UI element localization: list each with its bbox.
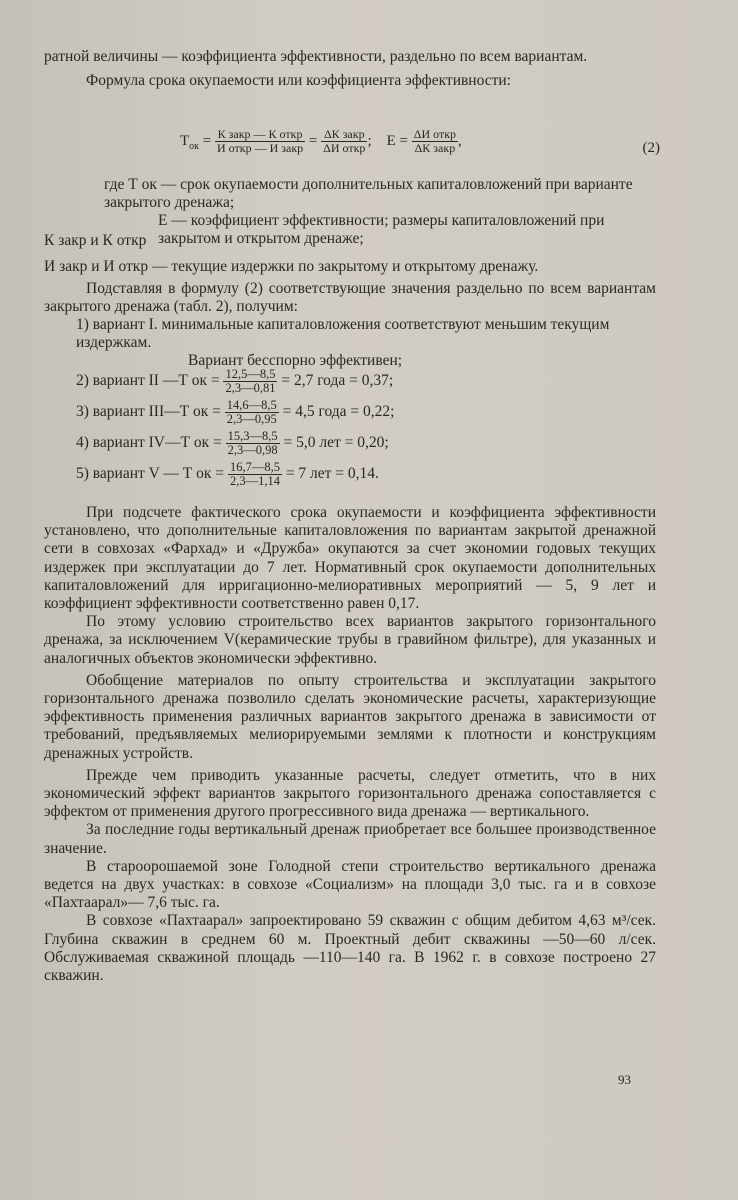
definition-i: И закр и И откр — текущие издержки по закрытому и открытому дренажу.	[44, 258, 539, 275]
substitution-paragraph: Подставляя в формулу (2) соответствующие значения раздельно по всем вариантам закрытого дренажа (табл. 2), получим:	[44, 280, 656, 315]
fraction-numerator: ΔК закр	[321, 128, 367, 142]
paragraph: Прежде чем приводить указанные расчеты, следует отметить, что в них экономический эффект вариантов закрытого горизонтального дренажа сопоставляется с эффектом от применения другого прогрессивного вида дренажа — вертикального.	[44, 766, 656, 821]
formula-t-sub: ок	[189, 140, 200, 152]
top-text-block	[44, 48, 656, 89]
substitution-block	[44, 280, 656, 315]
top-paragraph: ратной величины — коэффициента эффективности, раздельно по всем вариантам.	[44, 48, 588, 65]
paragraph: В совхозе «Пахтаарал» запроектировано 59 скважин с общим дебитом 4,63 м³/сек. Глубина скважин в среднем 60 м. Проектный дебит скважины —50—60 л/сек. Обслуживаемая скважиной площадь —110—140 га. В 1962 г. в совхозе построено 27 скважин.	[44, 912, 656, 985]
variant-5	[76, 461, 379, 488]
variant-fraction	[226, 430, 280, 457]
fraction-denominator: ΔК закр	[414, 141, 456, 155]
fraction-denominator: 2,3—1,14	[229, 474, 280, 488]
fraction-numerator: К закр — К откр	[215, 128, 305, 142]
fraction-denominator: 2,3—0,98	[227, 443, 278, 457]
paragraph: При подсчете фактического срока окупаемости и коэффициента эффективности установлено, что дополнительные капиталовложения по вариантам закрытой дренажной сети в совхозах «Фархад» и «Дружба» окупаются за счет экономии годовых текущих издержек при эксплуатации до 7 лет. Нормативный срок окупаемости дополнительных капиталовложений для ирригационно-мелиоративных мероприятий — 5, 9 лет и коэффициент эффективности соответственно равен 0,17.	[44, 504, 656, 613]
variant-1-conclusion: Вариант бесспорно эффективен;	[188, 352, 403, 369]
variant-3	[76, 399, 394, 426]
fraction-numerator: ΔИ откр	[413, 127, 457, 141]
variant-fraction	[223, 368, 277, 395]
variant-2	[76, 368, 393, 395]
body-text	[44, 504, 656, 985]
variant-1: 1) вариант I. минимальные капиталовложения соответствуют меньшим текущим издержкам.	[76, 316, 610, 351]
fraction-numerator: 12,5—8,5	[225, 367, 276, 381]
formula-2: $Т_{ок}$ = $\frac{\text{К закр — К откр}}{\text{И откр — И закр}}$ = $\frac{\text{ΔК закр}}{\text{ΔИ откр}}$ ; Е = $\frac{\text{ΔИ откр}}{\text{ΔК закр}}$ , (2)	[180, 127, 660, 156]
variant-label: 2) вариант II —Т ок =	[76, 372, 220, 390]
paragraph: За последние годы вертикальный дренаж приобретает все большее производственное значение.	[44, 821, 656, 857]
fraction-numerator: 14,6—8,5	[226, 398, 277, 412]
formula-fraction-1	[215, 128, 305, 155]
variant-label: 5) вариант V — Т ок =	[76, 465, 225, 483]
variant-fraction	[228, 461, 282, 488]
fraction-numerator: 16,7—8,5	[229, 460, 280, 474]
definition-k: К закр и К откр	[44, 232, 147, 249]
paragraph: По этому условию строительство всех вариантов закрытого горизонтального дренажа, за исключением V(керамические трубы в гравийном фильтре), для указанных и аналогичных объектов экономически эффективно.	[44, 613, 656, 667]
formula-fraction-2	[321, 128, 367, 155]
variant-label: 3) вариант III—Т ок =	[76, 403, 221, 421]
variant-result: = 4,5 года = 0,22;	[282, 403, 395, 421]
variant-label: 4) вариант IV—Т ок =	[76, 434, 222, 452]
variant-result: = 5,0 лет = 0,20;	[283, 434, 389, 452]
fraction-denominator: И откр — И закр	[217, 141, 304, 155]
formula-fraction-3	[412, 128, 458, 155]
formula-intro: Формула срока окупаемости или коэффициента эффективности:	[86, 71, 511, 89]
fraction-denominator: 2,3—0,95	[226, 412, 277, 426]
definition-e: Е — коэффициент эффективности; размеры капиталовложений при закрытом и открытом дренаже;	[158, 212, 605, 247]
fraction-numerator: 15,3—8,5	[227, 429, 278, 443]
variant-4	[76, 430, 389, 457]
formula-e-label: Е =	[386, 132, 408, 149]
variant-result: = 2,7 года = 0,37;	[281, 372, 394, 390]
definition-t: где Т ок — срок окупаемости дополнительных капиталовложений при варианте закрытого дренажа;	[104, 176, 633, 211]
fraction-denominator: 2,3—0,81	[225, 381, 276, 395]
variant-result: = 7 лет = 0,14.	[285, 465, 379, 483]
paragraph: В староорошаемой зоне Голодной степи строительство вертикального дренажа ведется на двух участках: в совхозе «Социализм» на площади 3,0 тыс. га и в совхозе «Пахтаарал»— 7,6 тыс. га.	[44, 857, 656, 912]
variant-fraction	[225, 399, 279, 426]
fraction-denominator: ΔИ откр	[323, 141, 366, 155]
equation-number: (2)	[642, 140, 660, 156]
formula-t-label: Т	[180, 132, 190, 149]
paragraph: Обобщение материалов по опыту строительства и эксплуатации закрытого горизонтального дренажа позволило сделать экономические расчеты, характеризующие эффективность применения различных вариантов закрытого дренажа в зависимости от требований, предъявляемых мелиорируемыми землями к плотности и конструкциям дренажных устройств.	[44, 671, 656, 762]
page-number: 93	[618, 1072, 631, 1087]
